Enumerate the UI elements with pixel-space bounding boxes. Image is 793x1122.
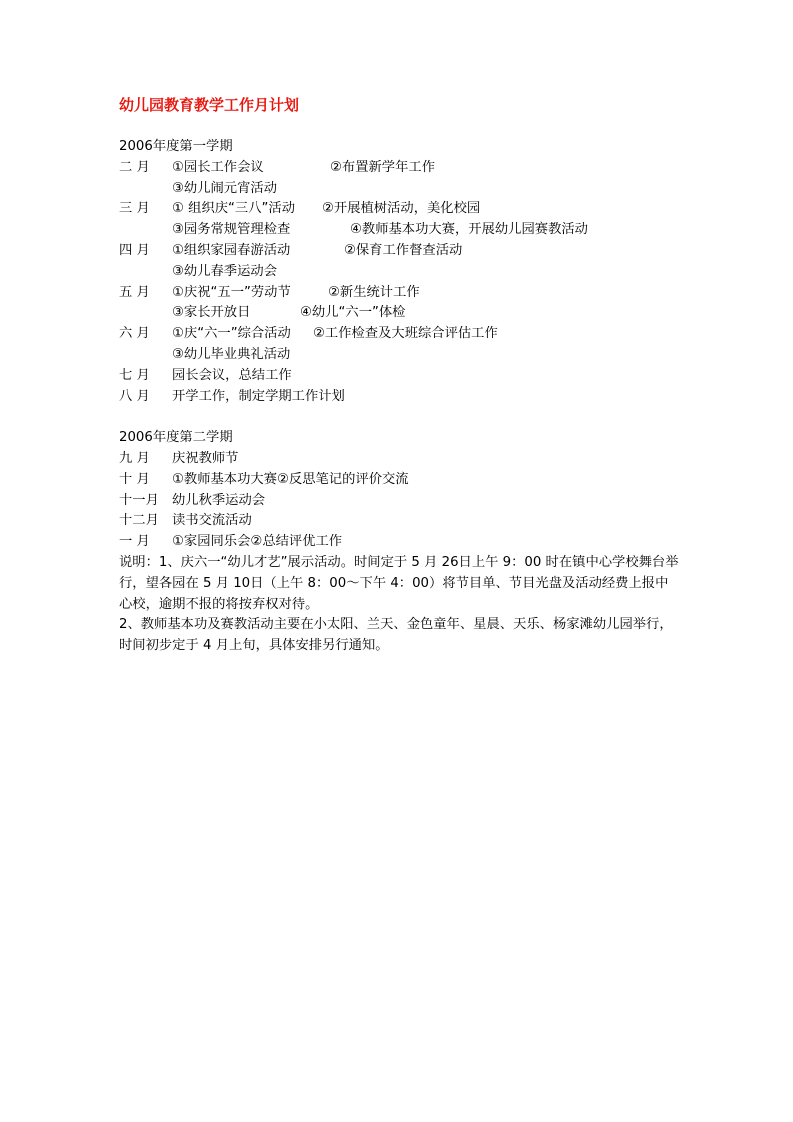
plan-row [119,366,679,387]
plan-item: ②保育工作督查活动 [344,242,463,258]
plan-item: ④幼儿“六一”体检 [300,305,406,321]
month-label: 一 月 [119,534,150,550]
plan-row [119,179,679,200]
plan-row [119,158,679,179]
month-label: 十 月 [119,471,150,487]
month-label: 九 月 [119,450,150,466]
plan-item: ③园务常规管理检查 [172,222,291,238]
plan-item: ③幼儿春季运动会 [172,263,277,279]
spacer [119,407,679,428]
plan-item: ④教师基本功大赛，开展幼儿园赛教活动 [350,222,588,238]
plan-item: ②工作检查及大班综合评估工作 [313,326,498,342]
term2-heading: 2006年度第二学期 [119,430,233,446]
document-title: 幼儿园教育教学工作月计划 [119,96,300,114]
plan-row [119,283,679,304]
month-label: 二 月 [119,159,150,175]
month-label: 六 月 [119,326,150,342]
month-label: 七 月 [119,367,150,383]
plan-item: 开学工作，制定学期工作计划 [172,388,345,404]
plan-item: ②开展植树活动，美化校园 [322,201,481,217]
plan-row [119,345,679,366]
month-label: 十一月 [119,492,159,508]
month-label: 十二月 [119,513,159,529]
month-label: 三 月 [119,201,150,217]
plan-item: ①组织家园春游活动 [172,242,291,258]
note-paragraph-2: 2、教师基本功及赛教活动主要在小太阳、兰天、金色童年、星晨、天乐、杨家滩幼儿园举行，时间初步定于 4 月上旬，具体安排另行通知。 [119,617,673,654]
plan-item: ③幼儿闹元宵活动 [172,180,277,196]
plan-row [119,387,679,408]
plan-row [119,220,679,241]
month-label: 五 月 [119,284,150,300]
plan-item: ①庆祝“五一”劳动节 [172,284,291,300]
plan-item: 读书交流活动 [172,513,252,529]
plan-row [119,303,679,324]
plan-item: ①庆“六一”综合活动 [172,326,291,342]
term1-heading: 2006年度第一学期 [119,139,233,154]
plan-item: ②布置新学年工作 [330,159,435,175]
plan-item: ① 组织庆“三八”活动 [172,201,296,217]
note-paragraph-1: 说明：1、庆六一“幼儿才艺”展示活动。时间定于 5 月 26日上午 9：00 时在镇中心学校舞台举行，望各园在 5 月 10日（上午 8：00～下午 4：00）将节目单、节目光盘及活动经费上报中心校，逾期不报的将按弃权对待。 [119,554,679,612]
plan-item: ①园长工作会议 [172,159,264,175]
plan-item: 庆祝教师节 [172,450,239,466]
plan-item: 园长会议，总结工作 [172,367,292,383]
plan-row [119,470,679,491]
plan-item: ②新生统计工作 [328,284,420,300]
plan-row [119,491,679,512]
month-label: 四 月 [119,242,150,258]
plan-item: ①教师基本功大赛②反思笔记的评价交流 [172,471,409,487]
plan-item: ③幼儿毕业典礼活动 [172,346,291,362]
plan-item: ①家园同乐会②总结评优工作 [172,534,343,550]
plan-row [119,511,679,532]
plan-row [119,532,679,553]
plan-row [119,324,679,345]
plan-row [119,449,679,470]
plan-item: 幼儿秋季运动会 [172,492,266,508]
plan-row [119,262,679,283]
document-body [119,137,679,657]
plan-item: ③家长开放日 [172,305,251,321]
plan-row [119,241,679,262]
month-label: 八 月 [119,388,150,404]
plan-row [119,199,679,220]
